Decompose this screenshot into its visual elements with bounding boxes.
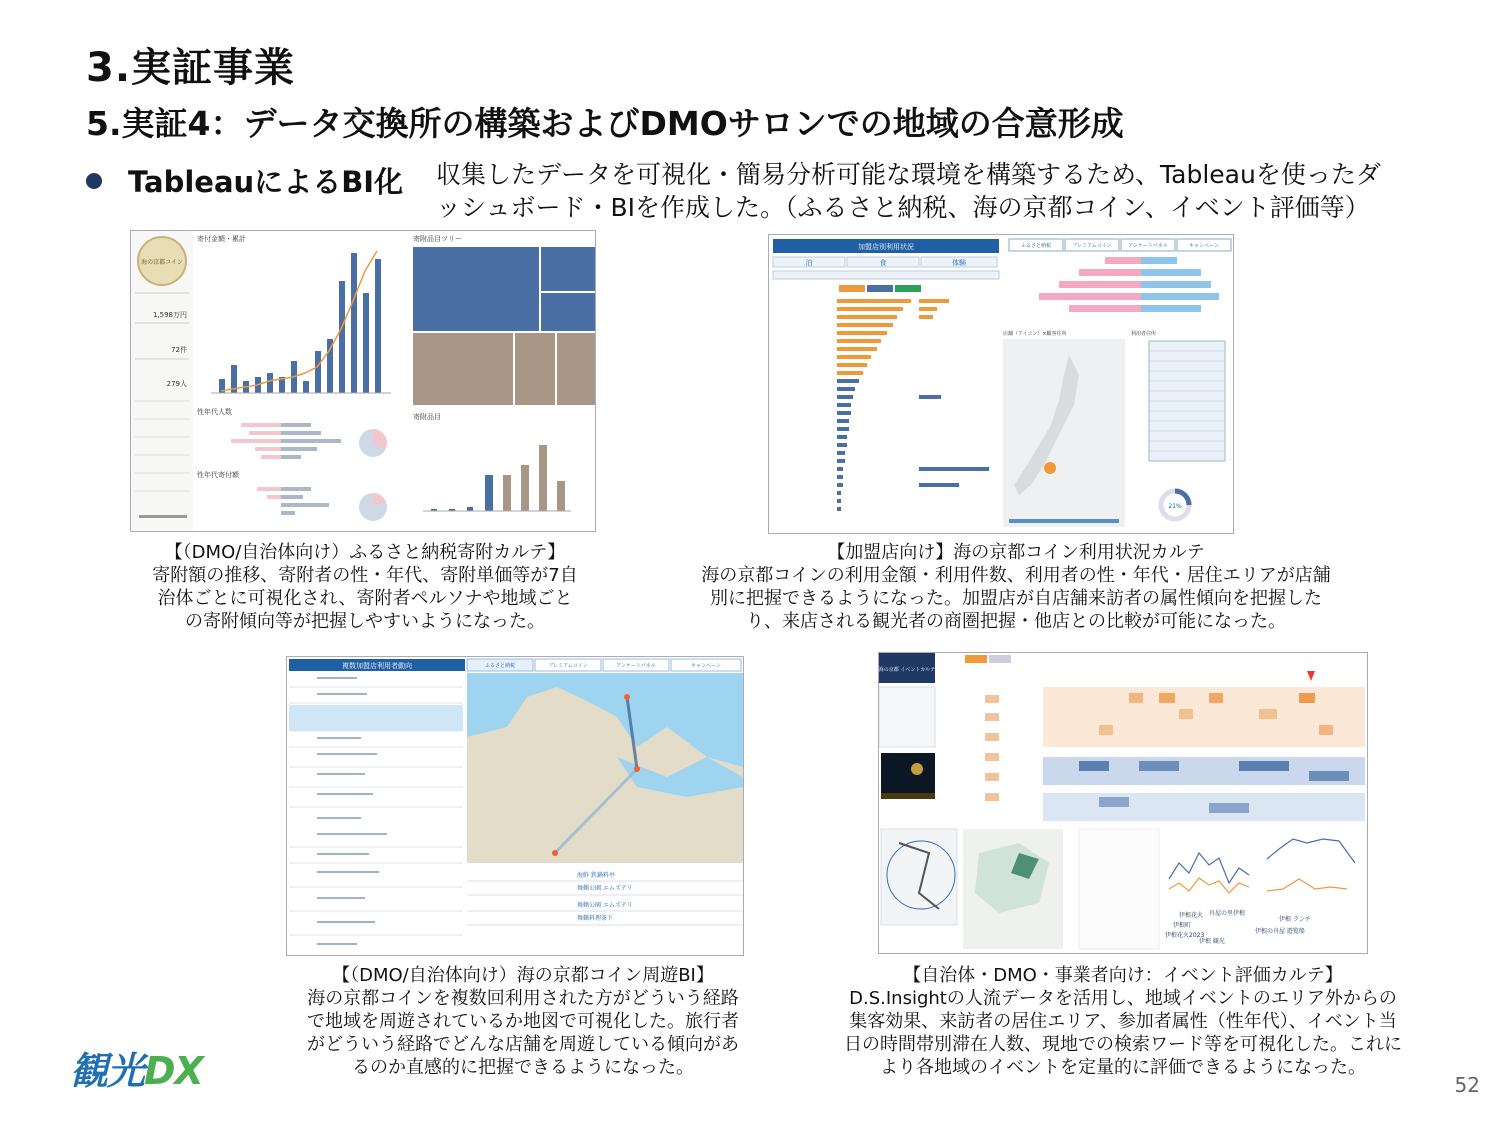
caption-coin-usage-title: 【加盟店向け】海の京都コイン利用状況カルテ [827, 542, 1205, 563]
label-amount: 性年代寄付額 [197, 471, 239, 479]
coin-tab-2: プレミアムコイン [1072, 243, 1112, 249]
kpi-3: 279人 [166, 380, 187, 388]
dashboard-event [878, 652, 1368, 954]
word-6: 伊根 観光 [1199, 938, 1225, 945]
caption-route-body: 海の京都コインを複数回利用された方がどういう経路で地域を周遊されているか地図で可視化した。旅行者がどういう経路でどんな店舗を周遊している傾向があるのか直感的に把握できるようになった。 [307, 988, 739, 1078]
word-3: 舟屋の里伊根 [1209, 910, 1246, 917]
caption-event [842, 964, 1404, 1079]
dashboard-furusato [130, 230, 596, 532]
word-2: 伊根町 [1173, 922, 1192, 929]
coin-tab-4: キャンペーン [1189, 243, 1219, 249]
page-subtitle: 5.実証4：データ交換所の構築およびDMOサロンでの地域の合意形成 [86, 104, 1124, 143]
logo-main: 観光 [70, 1049, 145, 1093]
route-tab-2: プレミアムコイン [548, 663, 588, 669]
ring-value: 21% [1168, 503, 1182, 510]
caption-route-title: 【（DMO/自治体向け）海の京都コイン周遊BI】 [332, 965, 714, 986]
category-stay: 泊 [805, 259, 813, 267]
word-4: 伊根 ランチ [1279, 916, 1311, 923]
bullet-heading [86, 160, 403, 201]
logo-accent: DX [144, 1049, 203, 1093]
kanko-dx-logo [70, 1040, 203, 1095]
dashboard-coin-usage-graphic [769, 235, 1234, 534]
label-gender-age: 性年代人数 [197, 408, 232, 416]
caption-coin-usage [700, 541, 1332, 633]
caption-furusato-title: 【（DMO/自治体向け）ふるさと納税寄附カルテ】 [164, 542, 566, 563]
dashboard-furusato-graphic [131, 231, 596, 532]
route-row-3: 舞鶴公園 エムズテリ [577, 902, 633, 909]
header-left: 寄付金額・累計 [197, 235, 246, 243]
page-number: 52 [1454, 1073, 1480, 1097]
route-tab-3: アンケートパネル [616, 663, 656, 669]
route-header: 複数加盟店利用者動向 [342, 662, 412, 670]
bullet-dot-icon [86, 173, 102, 189]
label-items: 寄附品目 [413, 413, 441, 421]
caption-event-title: 【自治体・DMO・事業者向け：イベント評価カルテ】 [903, 965, 1343, 986]
intro-text: 収集したデータを可視化・簡易分析可能な環境を構築するため、Tableauを使ったダッシュボード・BIを作成した。（ふるさと納税、海の京都コイン、イベント評価等） [436, 160, 1381, 222]
header-right: 寄附品目ツリー [413, 235, 462, 243]
kpi-2: 72件 [171, 346, 187, 354]
category-food: 食 [879, 259, 887, 267]
route-tab-4: キャンペーン [691, 663, 721, 669]
dashboard-event-graphic [879, 653, 1368, 954]
caption-furusato-body: 寄附額の推移、寄附者の性・年代、寄附単価等が7自治体ごとに可視化され、寄附者ペルソナや地域ごとの寄附傾向等が把握しやすいようになった。 [152, 565, 578, 632]
caption-event-body: D.S.Insightの人流データを活用し、地域イベントのエリア外からの集客効果、来訪者の居住エリア、参加者属性（性年代）、イベント当日の時間帯別滞在人数、現地での検索ワード等を可視化した。これにより各地域のイベントを定量的に評価できるようになった。 [844, 988, 1402, 1078]
route-row-2: 舞鶴公園 エムズテリ [577, 885, 633, 892]
word-7: 伊根花火2023 [1165, 932, 1205, 939]
logo-text: 海の京都コイン [141, 259, 183, 266]
route-row-4: 舞鶴料理茶下 [577, 915, 614, 922]
bullet-label: TableauによるBI化 [128, 165, 404, 199]
route-tab-1: ふるさと納税 [484, 663, 516, 669]
category-activity: 体験 [952, 259, 966, 267]
coin-tab-1: ふるさと納税 [1020, 243, 1052, 249]
dashboard-route [286, 656, 744, 956]
caption-furusato [150, 541, 580, 633]
heatmap-orange [1043, 687, 1365, 747]
coin-header: 加盟店別利用状況 [858, 243, 914, 251]
residence-label: 利用者住所 [1131, 331, 1157, 337]
dashboard-coin-usage [768, 234, 1234, 534]
kpi-1: 1,598万円 [152, 311, 187, 319]
word-5: 伊根の舟屋 遊覧船 [1255, 928, 1305, 935]
event-header: 海の京都 イベントカルテ [879, 667, 936, 673]
dashboard-route-graphic [287, 657, 744, 956]
route-row-1: 海鮮 鉄鍋料亭 [577, 872, 615, 879]
page-title: 3.実証事業 [86, 45, 296, 91]
treemap [413, 247, 595, 405]
caption-route [300, 964, 746, 1079]
word-1: 伊根花火 [1179, 912, 1204, 919]
map-label: 店舗（アイコン）×顧客住所 [1003, 331, 1067, 337]
caption-coin-usage-body: 海の京都コインの利用金額・利用件数、利用者の性・年代・居住エリアが店舗別に把握できるようになった。加盟店が自店舗来訪者の属性傾向を把握したり、来店される観光者の商圏把握・他店との比較が可能になった。 [701, 565, 1331, 632]
coin-tab-3: アンケートパネル [1128, 243, 1168, 249]
